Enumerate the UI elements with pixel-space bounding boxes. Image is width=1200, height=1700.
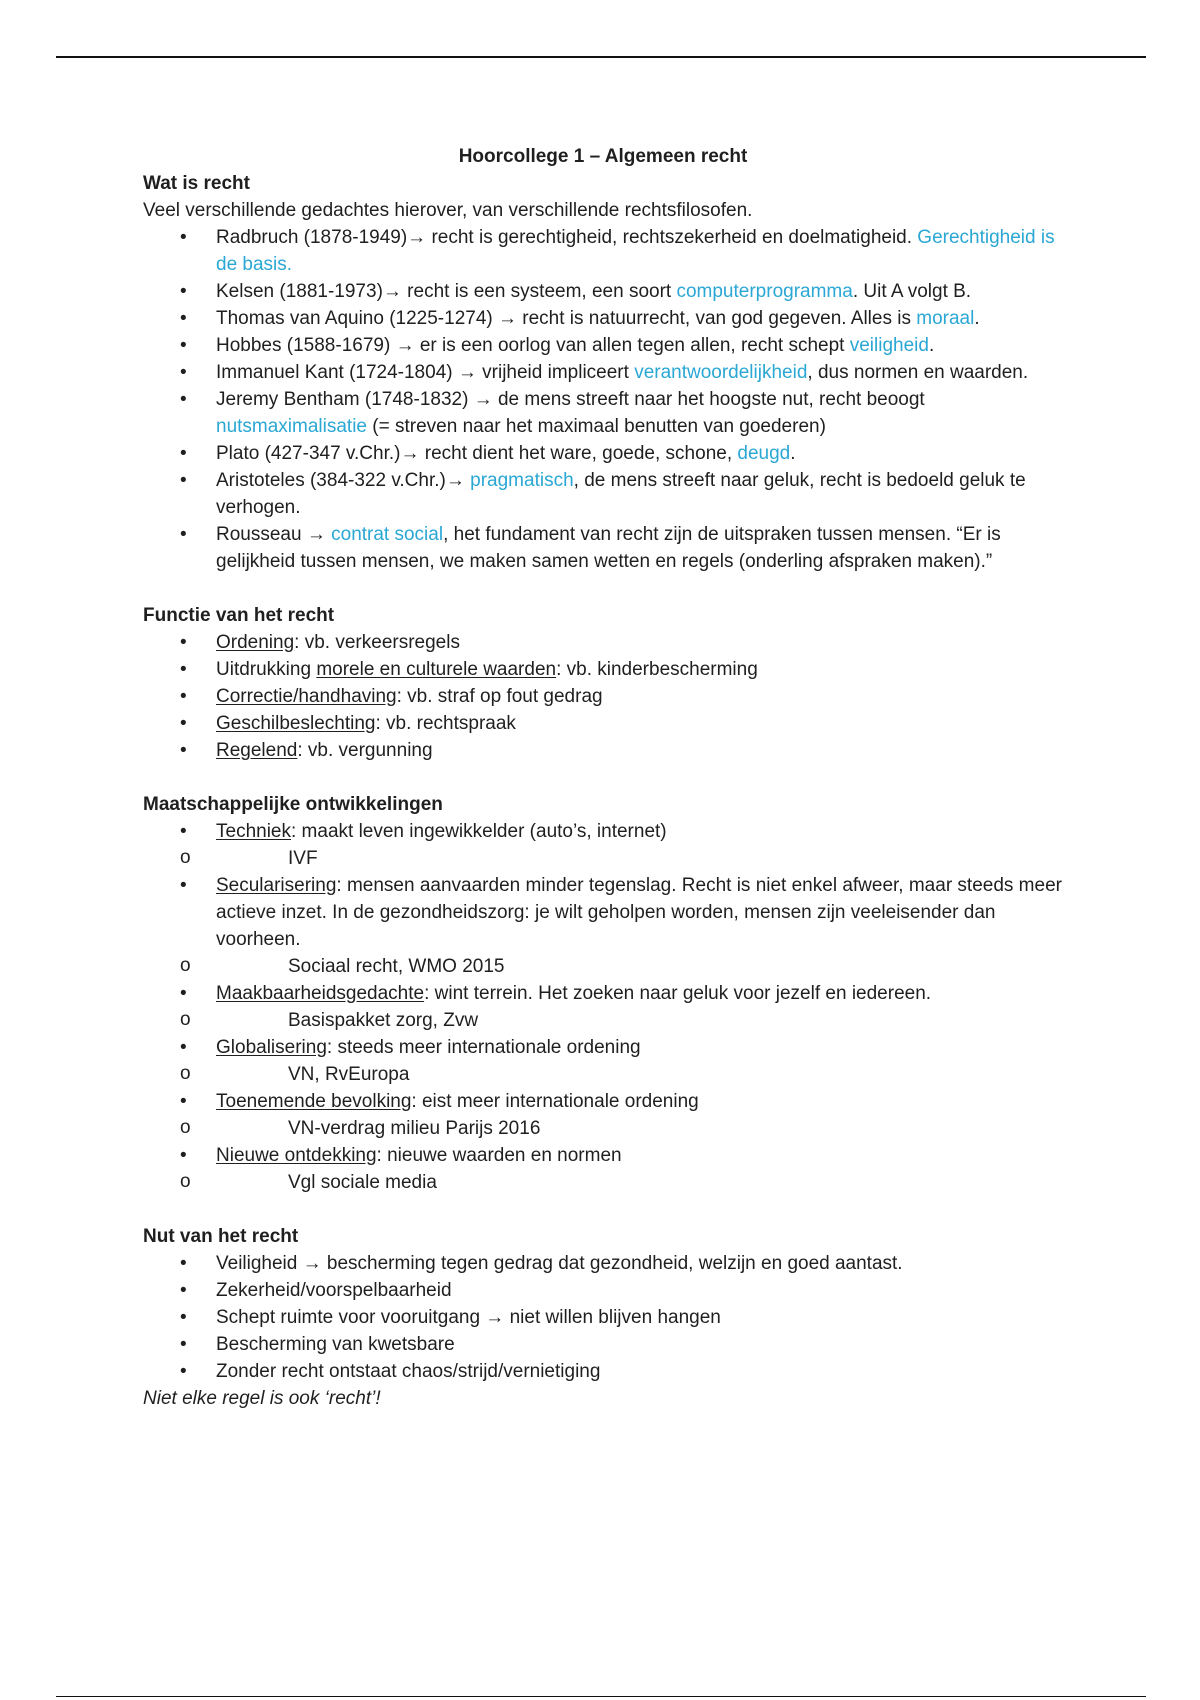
- sub-list: [216, 1007, 1063, 1034]
- benefits-list: [143, 1250, 1063, 1385]
- list-item: • Zekerheid/voorspelbaarheid: [143, 1277, 1063, 1304]
- sub-list-item: o Sociaal recht, WMO 2015: [143, 953, 1063, 980]
- section-intro: Veel verschillende gedachtes hierover, van verschillende rechtsfilosofen.: [143, 200, 753, 221]
- list-item: • Nieuwe ontdekking: nieuwe waarden en normen o Vgl sociale media: [143, 1142, 1063, 1196]
- header-rule: [56, 56, 1146, 58]
- list-item: • Hobbes (1588-1679) → er is een oorlog van allen tegen allen, recht schept veiligheid.: [143, 332, 1063, 359]
- section-heading-wat-is-recht: Wat is recht: [143, 173, 250, 194]
- list-item: • Veiligheid → bescherming tegen gedrag dat gezondheid, welzijn en goed aantast.: [143, 1250, 1063, 1277]
- list-item: • Toenemende bevolking: eist meer internationale ordening o VN-verdrag milieu Parijs 2016: [143, 1088, 1063, 1142]
- list-item: • Radbruch (1878-1949)→ recht is gerechtigheid, rechtszekerheid en doelmatigheid. Gerechtigheid is de basis.: [143, 224, 1063, 278]
- list-item: • Bescherming van kwetsbare: [143, 1331, 1063, 1358]
- sub-list-item: o VN-verdrag milieu Parijs 2016: [143, 1115, 1063, 1142]
- list-item: • Globalisering: steeds meer internationale ordening o VN, RvEuropa: [143, 1034, 1063, 1088]
- list-item: • Aristoteles (384-322 v.Chr.)→ pragmatisch, de mens streeft naar geluk, recht is bedoeld geluk te verhogen.: [143, 467, 1063, 521]
- sub-list: [216, 953, 1063, 980]
- list-item: • Maakbaarheidsgedachte: wint terrein. Het zoeken naar geluk voor jezelf en iedereen. o Basispakket zorg, Zvw: [143, 980, 1063, 1034]
- list-item: • Zonder recht ontstaat chaos/strijd/vernietiging: [143, 1358, 1063, 1385]
- sub-list: [216, 1115, 1063, 1142]
- section-heading-nut: Nut van het recht: [143, 1226, 299, 1247]
- list-item: • Rousseau → contrat social, het fundament van recht zijn de uitspraken tussen mensen. “Er is gelijkheid tussen mensen, we maken samen wetten en regels (onderling afspraken maken).”: [143, 521, 1063, 575]
- sub-list: [216, 1061, 1063, 1088]
- list-item: • Thomas van Aquino (1225-1274) → recht is natuurrecht, van god gegeven. Alles is moraal.: [143, 305, 1063, 332]
- page-title: Hoorcollege 1 – Algemeen recht: [458, 146, 748, 167]
- document-body: [143, 143, 1063, 1412]
- section-heading-ontwikkelingen: Maatschappelijke ontwikkelingen: [143, 794, 443, 815]
- list-item: • Regelend: vb. vergunning: [143, 737, 1063, 764]
- closing-note: Niet elke regel is ook ‘recht’!: [143, 1388, 381, 1409]
- list-item: • Jeremy Bentham (1748-1832) → de mens streeft naar het hoogste nut, recht beoogt nutsmaximalisatie (= streven naar het maximaal benutten van goederen): [143, 386, 1063, 440]
- list-item: • Kelsen (1881-1973)→ recht is een systeem, een soort computerprogramma. Uit A volgt B.: [143, 278, 1063, 305]
- developments-list: [143, 818, 1063, 1196]
- list-item: • Schept ruimte voor vooruitgang → niet willen blijven hangen: [143, 1304, 1063, 1331]
- list-item: • Geschilbeslechting: vb. rechtspraak: [143, 710, 1063, 737]
- section-heading-functie: Functie van het recht: [143, 605, 335, 626]
- sub-list-item: o IVF: [143, 845, 1063, 872]
- sub-list-item: o Basispakket zorg, Zvw: [143, 1007, 1063, 1034]
- list-item: • Plato (427-347 v.Chr.)→ recht dient het ware, goede, schone, deugd.: [143, 440, 1063, 467]
- philosophers-list: [143, 224, 1063, 575]
- sub-list-item: o VN, RvEuropa: [143, 1061, 1063, 1088]
- list-item: • Techniek: maakt leven ingewikkelder (auto’s, internet) o IVF: [143, 818, 1063, 872]
- list-item: • Ordening: vb. verkeersregels: [143, 629, 1063, 656]
- functions-list: [143, 629, 1063, 764]
- list-item: • Uitdrukking morele en culturele waarden: vb. kinderbescherming: [143, 656, 1063, 683]
- list-item: • Immanuel Kant (1724-1804) → vrijheid impliceert verantwoordelijkheid, dus normen en waarden.: [143, 359, 1063, 386]
- sub-list: [216, 845, 1063, 872]
- footer-rule: [56, 1696, 1146, 1697]
- list-item: • Correctie/handhaving: vb. straf op fout gedrag: [143, 683, 1063, 710]
- sub-list-item: o Vgl sociale media: [143, 1169, 1063, 1196]
- sub-list: [216, 1169, 1063, 1196]
- list-item: • Secularisering: mensen aanvaarden minder tegenslag. Recht is niet enkel afweer, maar steeds meer actieve inzet. In de gezondheidszorg: je wilt geholpen worden, mensen zijn veeleisender dan voorheen. o Sociaal recht, WMO 2015: [143, 872, 1063, 980]
